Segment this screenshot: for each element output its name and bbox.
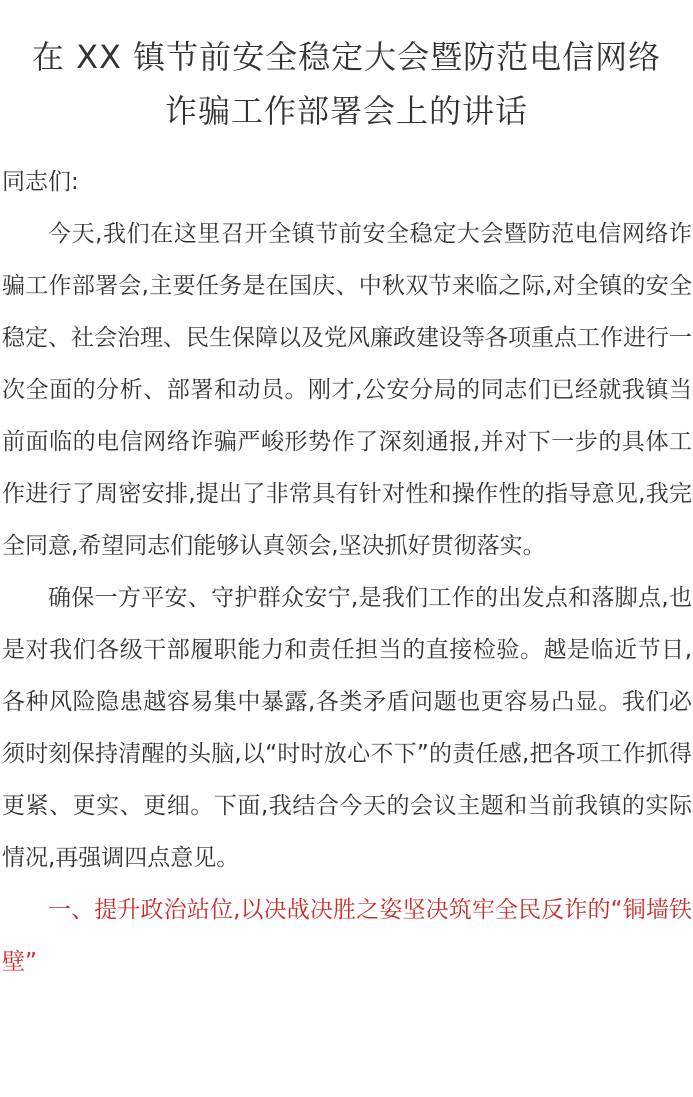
title-line-2: 诈骗工作部署会上的讲话 <box>164 92 528 130</box>
page-title <box>0 0 693 138</box>
section-heading-1: 一、提升政治站位,以决战决胜之姿坚决筑牢全民反诈的“铜墙铁壁” <box>2 897 692 975</box>
document-body <box>2 156 692 988</box>
salutation: 同志们: <box>2 169 79 195</box>
paragraph-1: 今天,我们在这里召开全镇节前安全稳定大会暨防范电信网络诈骗工作部署会,主要任务是在国庆、中秋双节来临之际,对全镇的安全稳定、社会治理、民生保障以及党风廉政建设等各项重点工作进行一次全面的分析、部署和动员。刚才,公安分局的同志们已经就我镇当前面临的电信网络诈骗严峻形势作了深刻通报,并对下一步的具体工作进行了周密安排,提出了非常具有针对性和操作性的指导意见,我完全同意,希望同志们能够认真领会,坚决抓好贯彻落实。 <box>2 221 692 559</box>
title-line-1: 在 XX 镇节前安全稳定大会暨防范电信网络 <box>31 38 662 76</box>
paragraph-2: 确保一方平安、守护群众安宁,是我们工作的出发点和落脚点,也是对我们各级干部履职能力和责任担当的直接检验。越是临近节日,各种风险隐患越容易集中暴露,各类矛盾问题也更容易凸显。我们必须时刻保持清醒的头脑,以“时时放心不下”的责任感,把各项工作抓得更紧、更实、更细。下面,我结合今天的会议主题和当前我镇的实际情况,再强调四点意见。 <box>2 585 692 871</box>
